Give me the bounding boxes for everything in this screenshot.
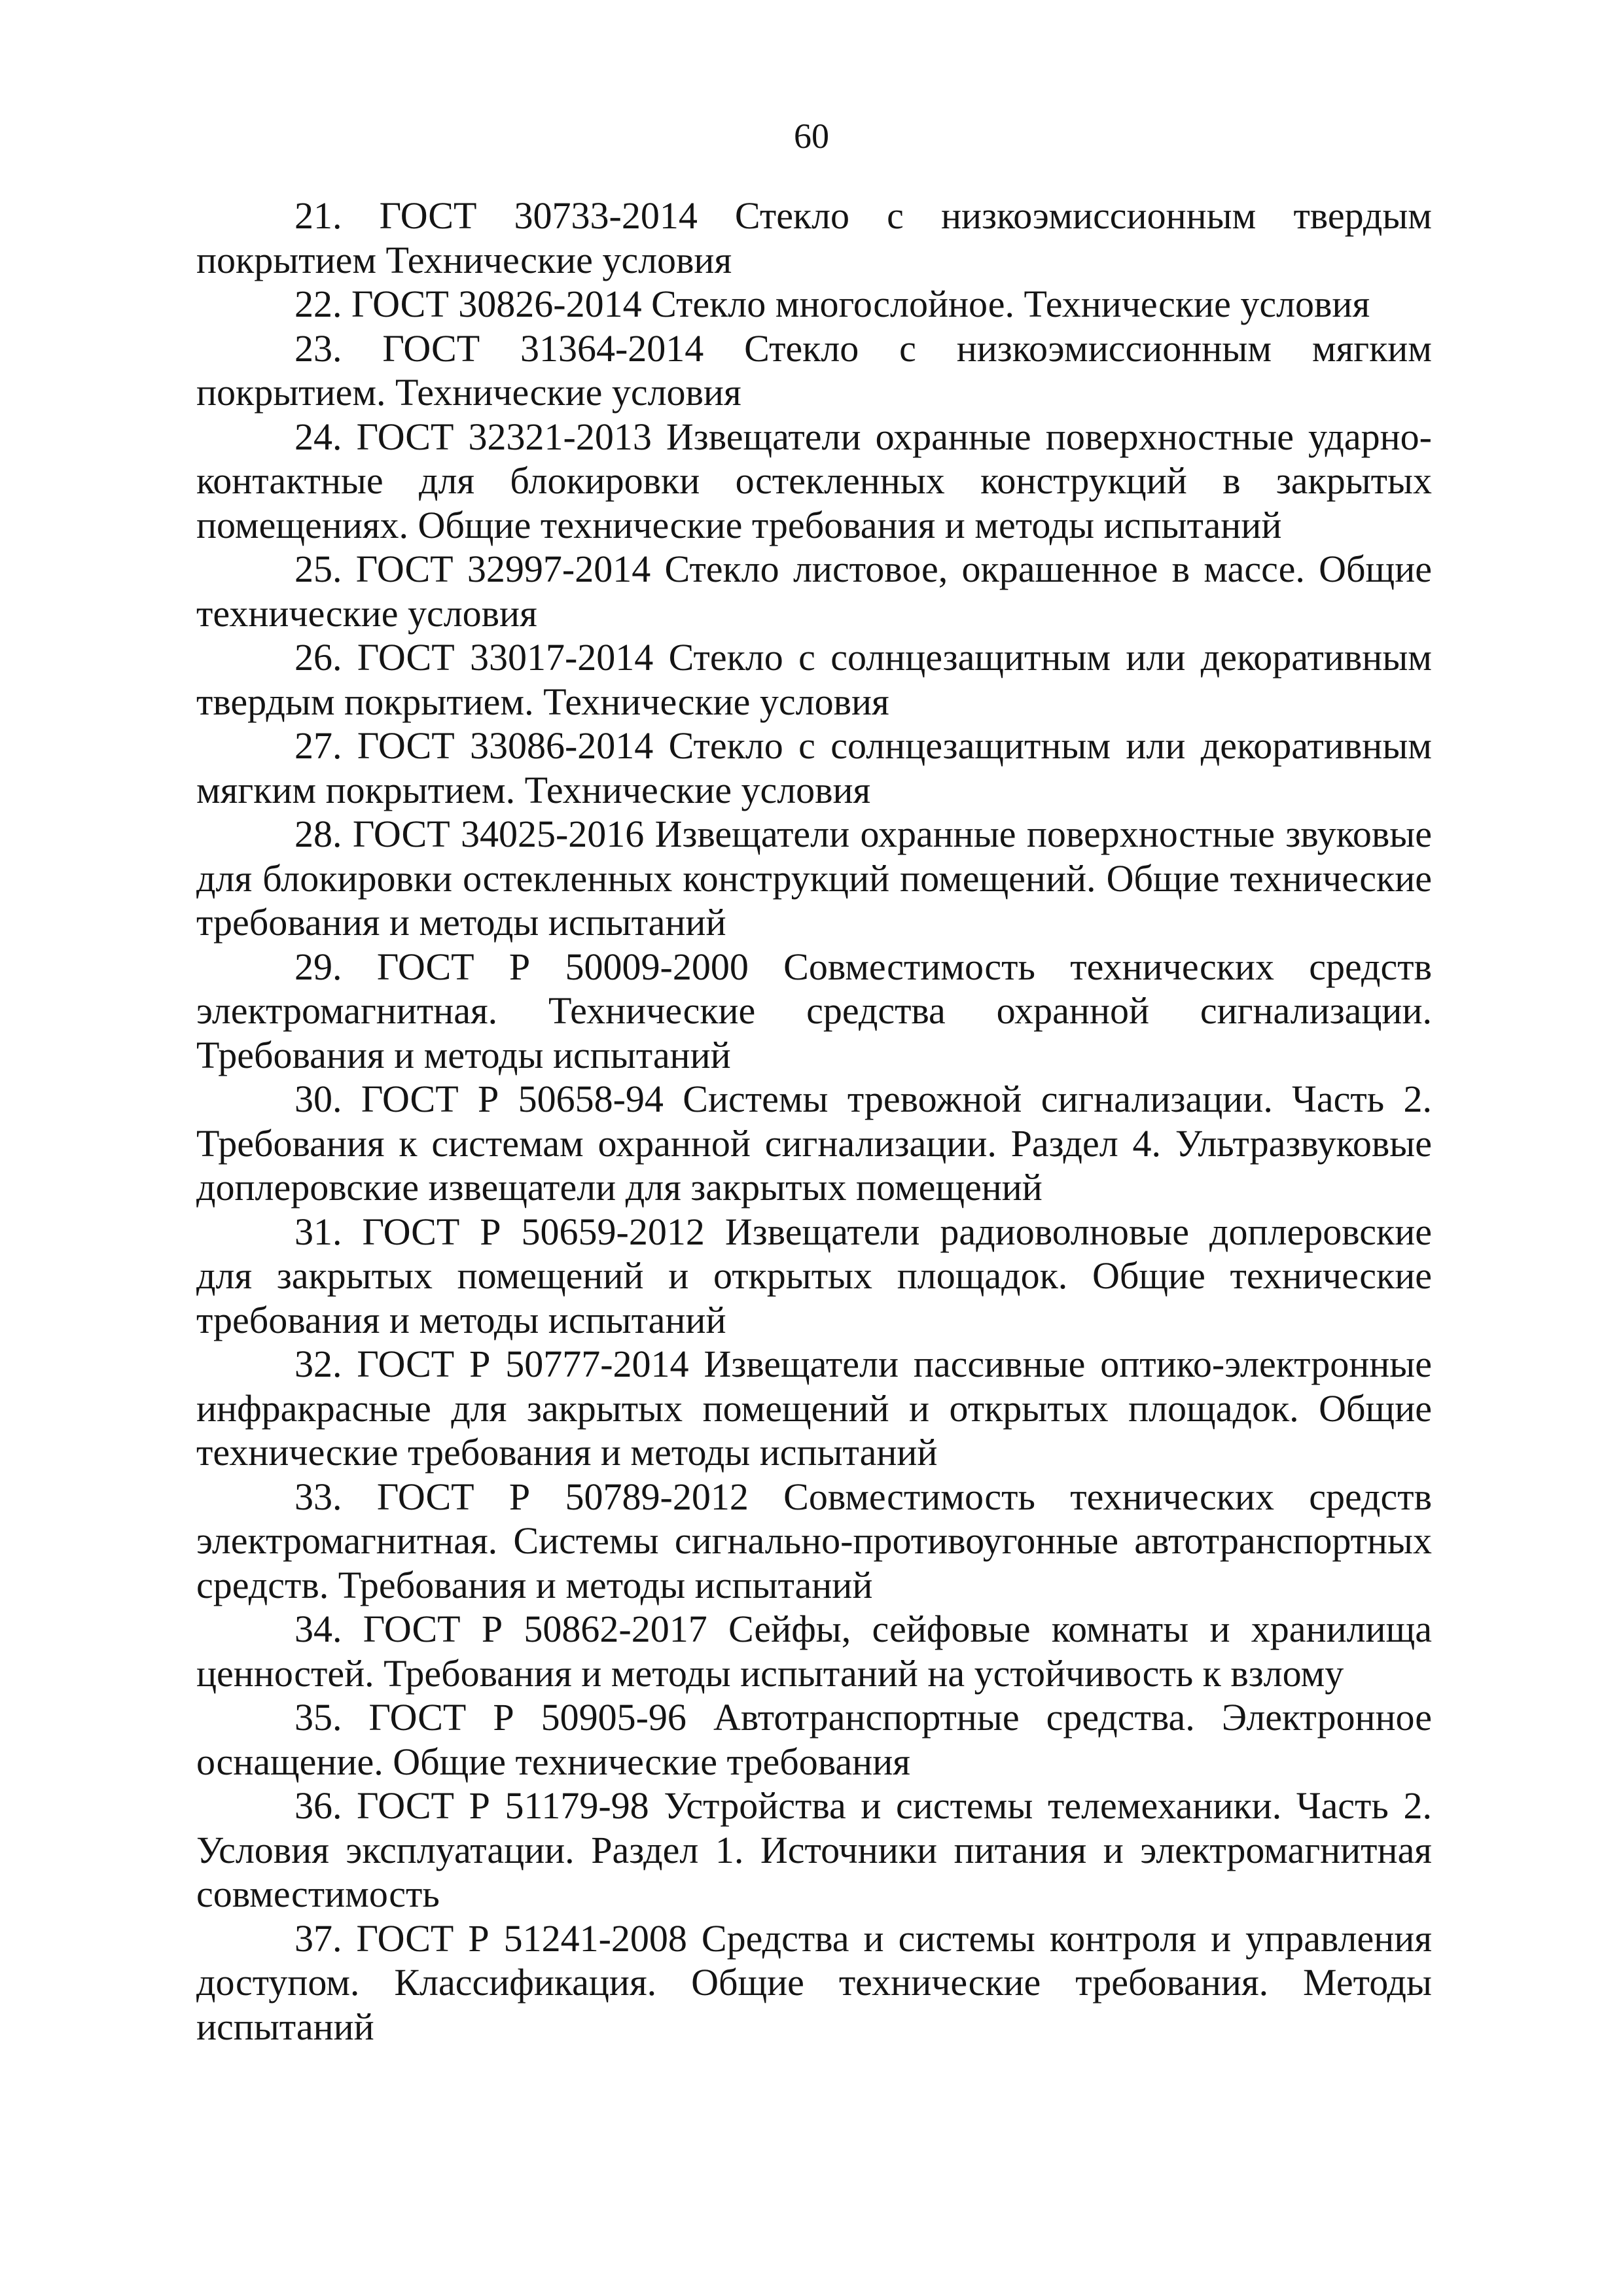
reference-item: 26. ГОСТ 33017-2014 Стекло с солнцезащитным или декоративным твердым покрытием. Технические условия [196,636,1432,723]
reference-item: 34. ГОСТ Р 50862-2017 Сейфы, сейфовые комнаты и хранилища ценностей. Требования и методы испытаний на устойчивость к взлому [196,1608,1432,1695]
reference-item: 21. ГОСТ 30733-2014 Стекло с низкоэмиссионным твердым покрытием Технические условия [196,194,1432,281]
reference-item: 36. ГОСТ Р 51179-98 Устройства и системы телемеханики. Часть 2. Условия эксплуатации. Раздел 1. Источники питания и электромагнитная совместимость [196,1784,1432,1915]
reference-item: 27. ГОСТ 33086-2014 Стекло с солнцезащитным или декоративным мягким покрытием. Технические условия [196,724,1432,811]
reference-item: 29. ГОСТ Р 50009-2000 Совместимость технических средств электромагнитная. Технические средства охранной сигнализации. Требования и методы испытаний [196,945,1432,1076]
reference-item: 22. ГОСТ 30826-2014 Стекло многослойное. Технические условия [294,283,1370,325]
page-number: 60 [794,116,829,156]
reference-item: 24. ГОСТ 32321-2013 Извещатели охранные поверхностные ударно-контактные для блокировки остекленных конструкций в закрытых помещениях. Общие технические требования и методы испытаний [196,415,1432,546]
reference-item: 25. ГОСТ 32997-2014 Стекло листовое, окрашенное в массе. Общие технические условия [196,548,1432,635]
reference-item: 28. ГОСТ 34025-2016 Извещатели охранные поверхностные звуковые для блокировки остекленных конструкций помещений. Общие технические требования и методы испытаний [196,813,1432,944]
reference-item: 37. ГОСТ Р 51241-2008 Средства и системы контроля и управления доступом. Классификация. Общие технические требования. Методы испытаний [196,1916,1432,2048]
reference-item: 33. ГОСТ Р 50789-2012 Совместимость технических средств электромагнитная. Системы сигнально-противоугонные автотранспортных средств. Требования и методы испытаний [196,1475,1432,1606]
reference-list [196,194,1432,2049]
reference-item: 31. ГОСТ Р 50659-2012 Извещатели радиоволновые доплеровские для закрытых помещений и открытых площадок. Общие технические требования и методы испытаний [196,1210,1432,1341]
reference-item: 30. ГОСТ Р 50658-94 Системы тревожной сигнализации. Часть 2. Требования к системам охранной сигнализации. Раздел 4. Ультразвуковые доплеровские извещатели для закрытых помещений [196,1078,1432,1209]
reference-item: 35. ГОСТ Р 50905-96 Автотранспортные средства. Электронное оснащение. Общие технические требования [196,1696,1432,1783]
reference-item: 32. ГОСТ Р 50777-2014 Извещатели пассивные оптико-электронные инфракрасные для закрытых помещений и открытых площадок. Общие технические требования и методы испытаний [196,1343,1432,1474]
reference-item: 23. ГОСТ 31364-2014 Стекло с низкоэмиссионным мягким покрытием. Технические условия [196,327,1432,414]
